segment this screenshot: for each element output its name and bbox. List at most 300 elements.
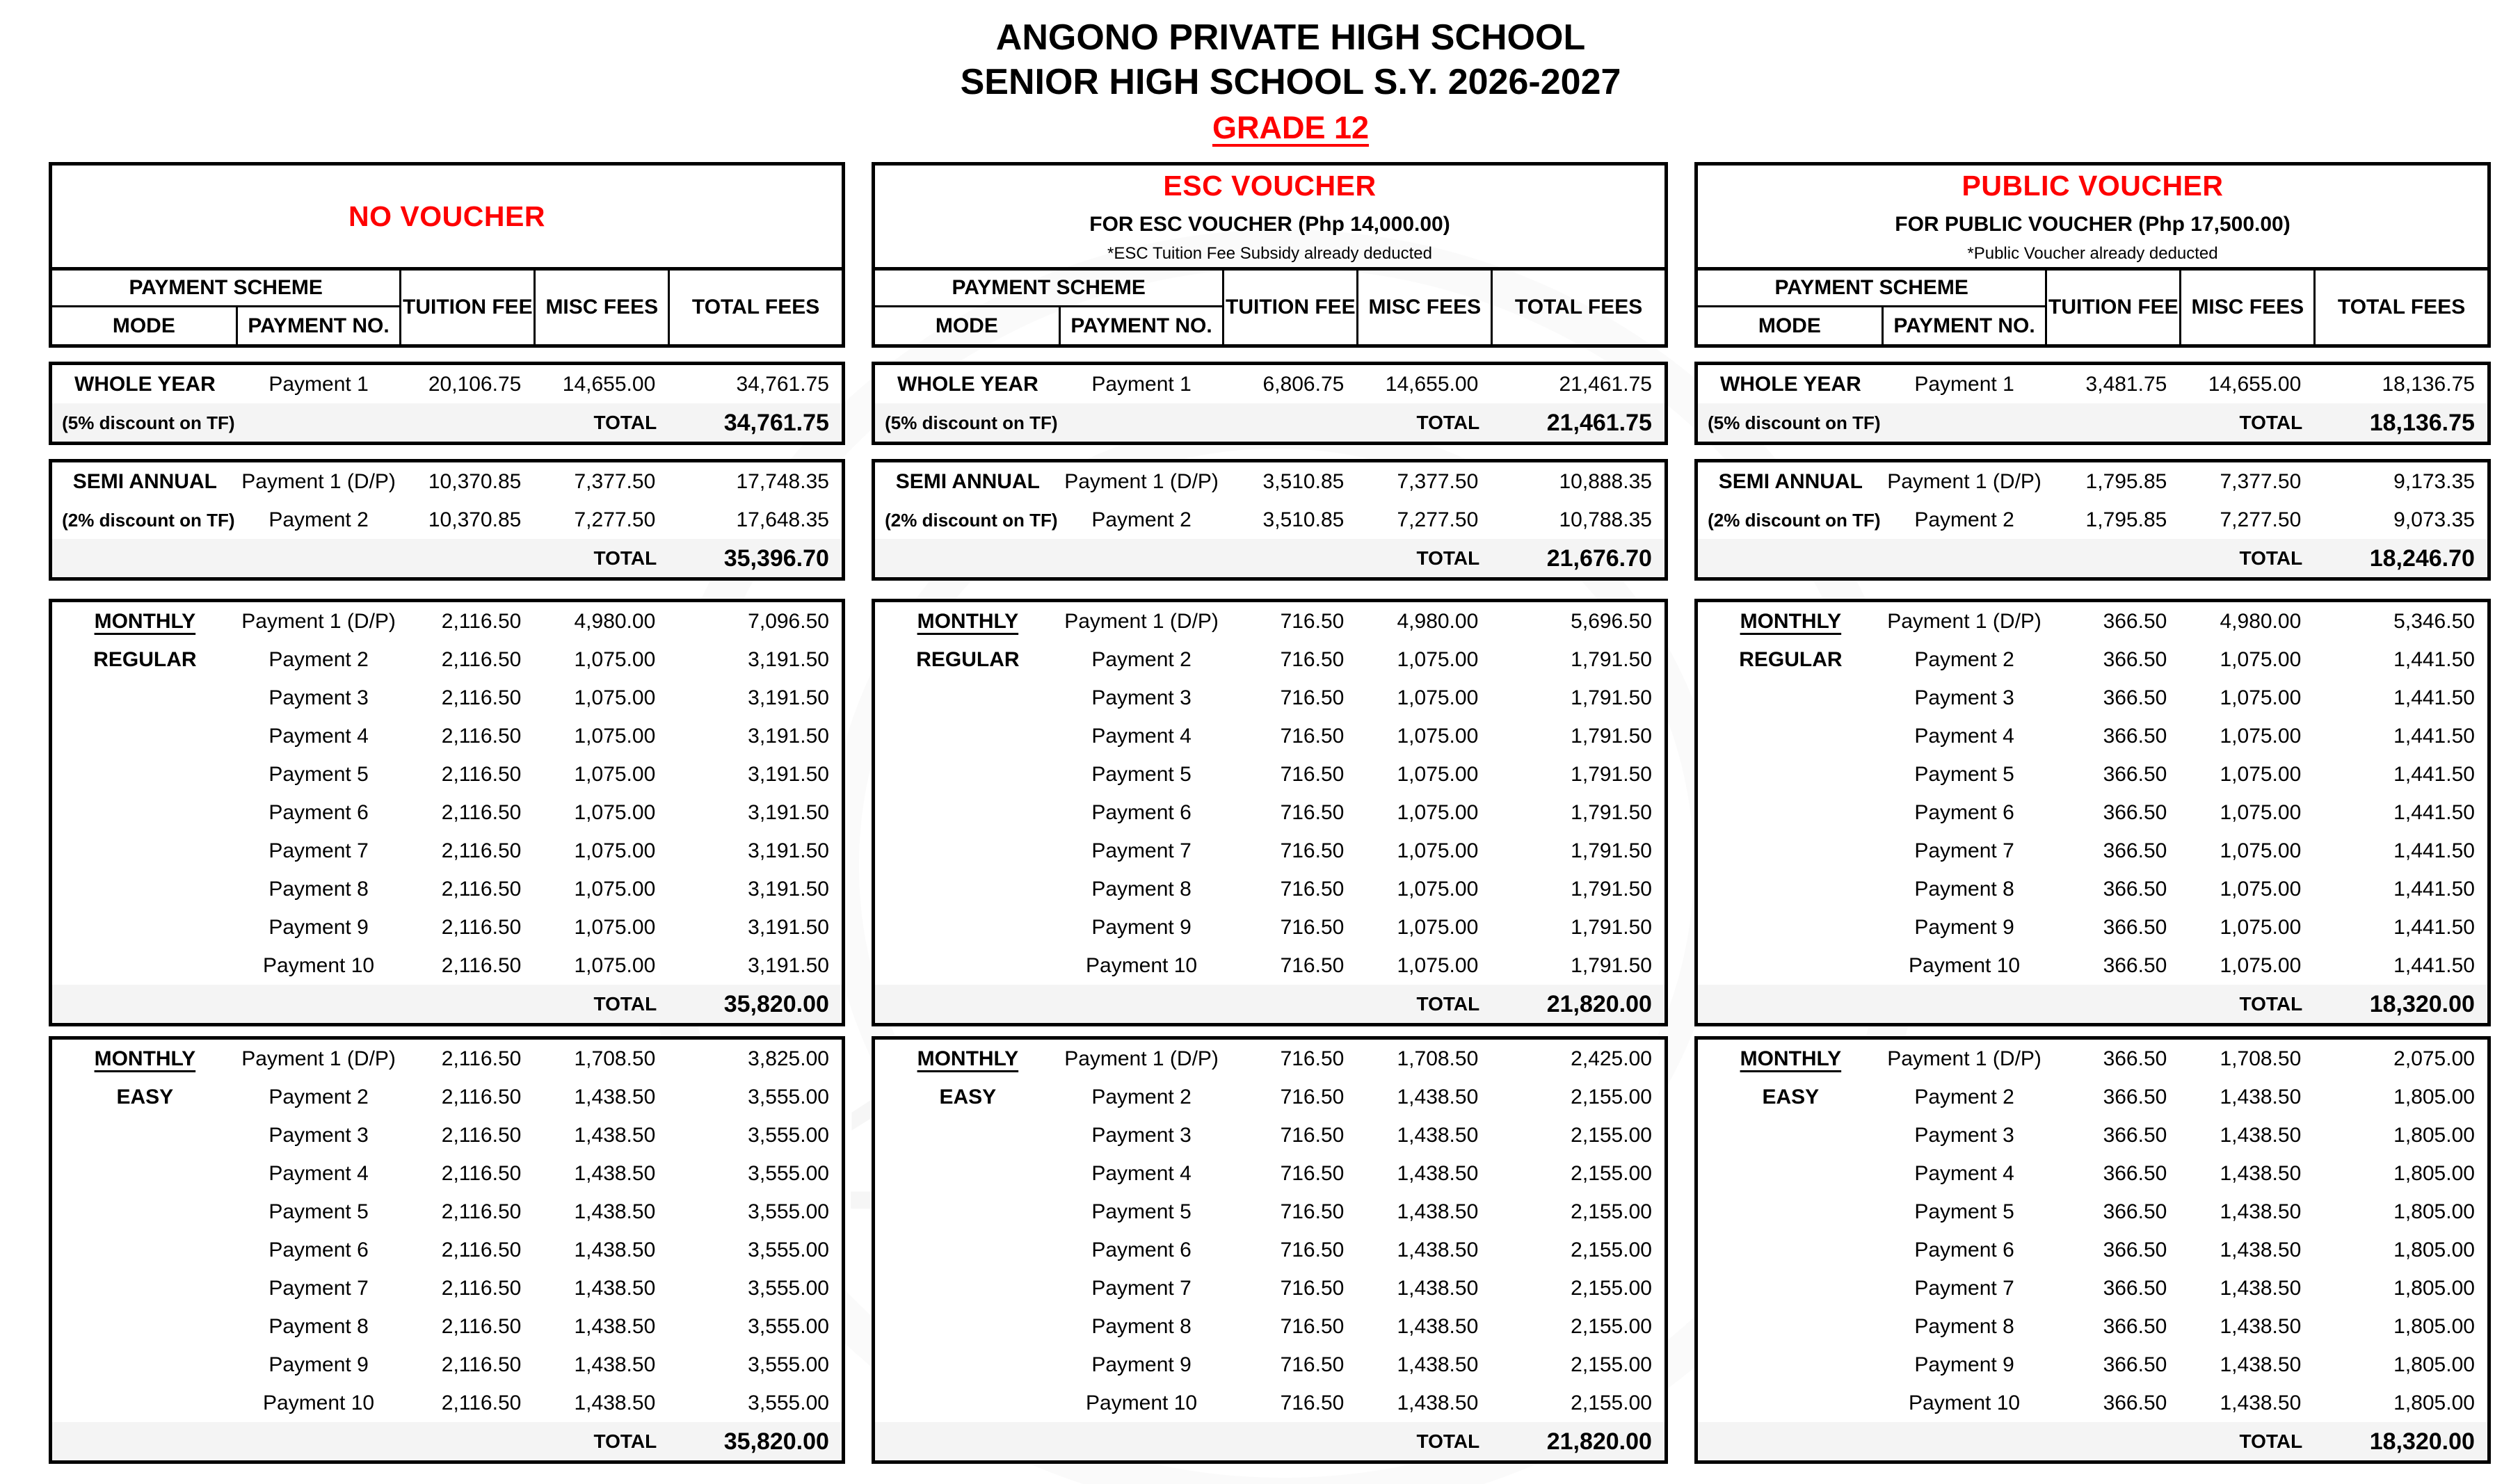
payment-no-cell: Payment 3 [268,1123,369,1147]
total-fees-cell: 3,191.50 [748,724,829,748]
tuition-fee-cell: 2,116.50 [441,1276,522,1300]
tuition-fee-cell: 366.50 [2103,953,2167,977]
tuition-fee-cell: 716.50 [1280,1314,1345,1338]
total-fees-cell: 2,075.00 [2393,1047,2475,1070]
table-row [875,717,1664,755]
tuition-fee-cell: 716.50 [1280,953,1345,977]
tuition-fee-cell: 366.50 [2103,647,2167,671]
section-whole-year [872,362,1668,445]
misc-fees-cell: 1,075.00 [574,724,656,748]
table-row [1698,1269,2487,1307]
tuition-fee-cell: 716.50 [1280,1161,1345,1185]
tuition-fee-cell: 716.50 [1280,724,1345,748]
misc-fees-cell: 1,075.00 [1397,877,1479,901]
tuition-fee-cell: 2,116.50 [441,609,522,633]
table-row [1698,832,2487,870]
total-fees-cell: 34,761.75 [736,372,829,396]
table-row [52,870,842,908]
payment-no-cell: Payment 2 [268,647,369,671]
table-row [875,1307,1664,1346]
voucher-title-area [875,166,1664,271]
payment-no-cell: Payment 7 [1914,1276,2014,1300]
misc-fees-cell: 14,655.00 [2208,372,2302,396]
payment-no-cell: Payment 9 [268,1353,369,1376]
payment-no-cell: Payment 10 [1909,953,2021,977]
total-fees-cell: 1,791.50 [1571,724,1652,748]
tuition-fee-cell: 716.50 [1280,1200,1345,1223]
misc-fees-cell: 1,075.00 [1397,686,1479,709]
payment-no-cell: Payment 7 [1091,1276,1192,1300]
voucher-title: PUBLIC VOUCHER [1961,169,2224,202]
mode-cell: EASY [116,1085,174,1108]
tuition-fee-cell: 2,116.50 [441,686,522,709]
misc-fees-cell: 1,075.00 [574,953,656,977]
total-fees-cell: 1,791.50 [1571,877,1652,901]
total-fees-cell: 2,155.00 [1571,1276,1652,1300]
misc-fees-cell: 1,438.50 [1397,1161,1479,1185]
misc-fees-cell: 1,438.50 [1397,1314,1479,1338]
mode-cell: WHOLE YEAR [897,372,1038,396]
tuition-fee-cell: 3,481.75 [2085,372,2167,396]
table-row [1698,1116,2487,1154]
payment-no-cell: Payment 9 [1914,915,2014,939]
payment-no-cell: Payment 4 [1914,724,2014,748]
total-label: TOTAL [593,411,657,433]
table-row [1698,1231,2487,1269]
table-row [52,1307,842,1346]
misc-fees-cell: 1,075.00 [2220,877,2302,901]
table-row [875,1231,1664,1269]
table-row [875,640,1664,679]
total-fees-cell: 1,805.00 [2393,1200,2475,1223]
tuition-fee-cell: 366.50 [2103,1123,2167,1147]
payment-no-cell: Payment 8 [268,877,369,901]
tuition-fee-cell: 10,370.85 [428,469,522,493]
table-row [875,1116,1664,1154]
payment-no-cell: Payment 10 [263,953,375,977]
total-label: TOTAL [593,547,657,569]
tuition-fee-cell: 716.50 [1280,686,1345,709]
total-fees-cell: 1,791.50 [1571,686,1652,709]
page-title-block [43,15,2495,146]
table-row [52,755,842,793]
table-row [52,501,842,539]
payment-no-cell: Payment 2 [268,1085,369,1108]
total-fees-cell: 3,555.00 [748,1353,829,1376]
section-monthly-easy [49,1036,845,1464]
total-fees-cell: 3,555.00 [748,1161,829,1185]
payment-no-cell: Payment 2 [268,508,369,531]
total-row [1698,403,2487,442]
section-semi-annual [872,459,1668,581]
tuition-fee-cell: 716.50 [1280,1391,1345,1414]
voucher-deduction-note: *ESC Tuition Fee Subsidy already deducted [1107,243,1432,263]
payment-no-cell: Payment 2 [1091,647,1192,671]
table-row [1698,755,2487,793]
total-fees-cell: 1,441.50 [2393,647,2475,671]
total-row [875,403,1664,442]
total-value: 18,320.00 [2369,1428,2475,1455]
tuition-fee-cell: 2,116.50 [441,1238,522,1261]
total-value: 21,676.70 [1546,545,1652,572]
mode-cell: SEMI ANNUAL [895,469,1040,493]
table-row [1698,501,2487,539]
table-row [52,1078,842,1116]
mode-cell: (2% discount on TF) [62,509,235,531]
section-monthly-easy [872,1036,1668,1464]
section-monthly-regular [872,599,1668,1026]
tuition-fee-cell: 366.50 [2103,839,2167,862]
tuition-fee-header: TUITION FEE [1222,271,1356,344]
total-fees-cell: 1,441.50 [2393,762,2475,786]
total-fees-cell: 9,073.35 [2393,508,2475,531]
column-headers [52,271,842,344]
mode-cell: WHOLE YEAR [74,372,216,396]
table-row [1698,793,2487,832]
total-fees-cell: 1,441.50 [2393,877,2475,901]
total-fees-cell: 10,788.35 [1559,508,1652,531]
total-fees-cell: 3,825.00 [748,1047,829,1070]
total-label: TOTAL [2239,411,2303,433]
payment-no-cell: Payment 4 [268,1161,369,1185]
table-row [52,1193,842,1231]
payment-no-cell: Payment 8 [1914,1314,2014,1338]
mode-cell: SEMI ANNUAL [1718,469,1863,493]
total-fees-header: TOTAL FEES [668,271,842,344]
misc-fees-cell: 1,708.50 [574,1047,656,1070]
total-fees-cell: 1,805.00 [2393,1085,2475,1108]
section-monthly-regular [1694,599,2491,1026]
misc-fees-cell: 1,708.50 [1397,1047,1479,1070]
section-semi-annual [49,459,845,581]
misc-fees-cell: 7,377.50 [2220,469,2302,493]
table-row [1698,602,2487,640]
tuition-fee-cell: 716.50 [1280,877,1345,901]
misc-fees-cell: 1,075.00 [574,839,656,862]
table-row [1698,1040,2487,1078]
voucher-table-esc-voucher [872,162,1668,1464]
tuition-fee-cell: 366.50 [2103,1276,2167,1300]
misc-fees-cell: 1,438.50 [2220,1238,2302,1261]
misc-fees-cell: 1,438.50 [574,1353,656,1376]
payment-no-cell: Payment 10 [1086,1391,1198,1414]
table-row [875,946,1664,985]
table-row [1698,365,2487,403]
tuition-fee-cell: 716.50 [1280,1085,1345,1108]
misc-fees-cell: 1,708.50 [2220,1047,2302,1070]
table-row [875,365,1664,403]
payment-no-cell: Payment 6 [1091,1238,1192,1261]
total-value: 21,461.75 [1546,409,1652,436]
voucher-deduction-note: *Public Voucher already deducted [1967,243,2218,263]
total-fees-cell: 3,191.50 [748,762,829,786]
payment-no-cell: Payment 7 [1914,839,2014,862]
payment-no-header: PAYMENT NO. [1893,314,2035,337]
tuition-fee-cell: 20,106.75 [428,372,522,396]
payment-no-cell: Payment 5 [1914,1200,2014,1223]
payment-no-cell: Payment 1 (D/P) [1887,469,2041,493]
misc-fees-header: MISC FEES [2179,271,2313,344]
table-row [1698,1078,2487,1116]
tuition-fee-cell: 366.50 [2103,686,2167,709]
total-fees-cell: 1,805.00 [2393,1276,2475,1300]
misc-fees-cell: 1,438.50 [1397,1276,1479,1300]
payment-no-cell: Payment 4 [1091,1161,1192,1185]
misc-fees-cell: 1,075.00 [2220,839,2302,862]
total-fees-cell: 7,096.50 [748,609,829,633]
payment-no-cell: Payment 1 (D/P) [1887,609,2041,633]
total-label: TOTAL [1416,547,1480,569]
misc-fees-cell: 14,655.00 [1385,372,1479,396]
total-fees-cell: 17,648.35 [736,508,829,531]
total-fees-cell: 3,191.50 [748,953,829,977]
payment-no-cell: Payment 5 [1914,762,2014,786]
total-fees-cell: 5,696.50 [1571,609,1652,633]
table-row [875,1269,1664,1307]
total-value: 21,820.00 [1546,990,1652,1017]
table-row [1698,717,2487,755]
total-fees-cell: 3,191.50 [748,800,829,824]
tuition-fee-cell: 366.50 [2103,762,2167,786]
total-row [52,985,842,1023]
tuition-fee-cell: 366.50 [2103,1238,2167,1261]
tuition-fee-cell: 366.50 [2103,1085,2167,1108]
table-row [52,365,842,403]
total-fees-cell: 1,791.50 [1571,915,1652,939]
table-row [1698,679,2487,717]
mode-cell: REGULAR [93,647,197,671]
table-row [52,1346,842,1384]
table-row [1698,946,2487,985]
school-year-line: SENIOR HIGH SCHOOL S.Y. 2026-2027 [960,62,1621,102]
total-fees-cell: 10,888.35 [1559,469,1652,493]
table-row [875,1154,1664,1193]
mode-header: MODE [1698,307,1884,344]
total-fees-cell: 1,441.50 [2393,915,2475,939]
table-row [1698,640,2487,679]
section-whole-year [1694,362,2491,445]
misc-fees-cell: 1,075.00 [1397,839,1479,862]
table-row [52,1116,842,1154]
total-label: TOTAL [593,1430,657,1452]
misc-fees-cell: 7,377.50 [574,469,656,493]
total-label: TOTAL [2239,1430,2303,1452]
total-label: TOTAL [2239,992,2303,1015]
payment-no-cell: Payment 1 (D/P) [241,1047,396,1070]
misc-fees-cell: 1,075.00 [2220,762,2302,786]
total-value: 21,820.00 [1546,1428,1652,1455]
mode-cell: REGULAR [1739,647,1843,671]
total-row [875,539,1664,577]
payment-no-cell: Payment 5 [268,762,369,786]
total-value: 34,761.75 [723,409,829,436]
voucher-title-area [1698,166,2487,271]
misc-fees-header: MISC FEES [534,271,668,344]
payment-no-cell: Payment 2 [1914,508,2014,531]
mode-cell: MONTHLY [1740,1047,1842,1070]
table-row [52,793,842,832]
payment-no-cell: Payment 1 (D/P) [1064,1047,1219,1070]
total-fees-cell: 1,805.00 [2393,1353,2475,1376]
tuition-fee-cell: 366.50 [2103,1200,2167,1223]
mode-cell: (5% discount on TF) [885,412,1058,433]
tuition-fee-cell: 2,116.50 [441,1047,522,1070]
total-fees-cell: 5,346.50 [2393,609,2475,633]
total-fees-cell: 3,555.00 [748,1391,829,1414]
tuition-fee-cell: 6,806.75 [1262,372,1345,396]
misc-fees-cell: 1,075.00 [574,800,656,824]
misc-fees-cell: 1,438.50 [574,1238,656,1261]
misc-fees-cell: 1,075.00 [2220,953,2302,977]
payment-no-cell: Payment 6 [268,800,369,824]
payment-scheme-header: PAYMENT SCHEME [52,271,399,307]
table-row [52,1040,842,1078]
payment-no-cell: Payment 10 [1909,1391,2021,1414]
misc-fees-header: MISC FEES [1356,271,1491,344]
table-row [52,717,842,755]
total-value: 18,136.75 [2369,409,2475,436]
tuition-fee-cell: 716.50 [1280,915,1345,939]
total-fees-cell: 3,555.00 [748,1314,829,1338]
payment-no-cell: Payment 5 [1091,1200,1192,1223]
total-row [1698,539,2487,577]
payment-no-cell: Payment 3 [1091,1123,1192,1147]
total-fees-cell: 3,191.50 [748,686,829,709]
misc-fees-cell: 1,438.50 [2220,1353,2302,1376]
table-row [1698,870,2487,908]
mode-cell: MONTHLY [917,609,1019,633]
total-fees-cell: 1,805.00 [2393,1391,2475,1414]
tuition-fee-header: TUITION FEE [2045,271,2179,344]
mode-header: MODE [52,307,238,344]
column-headers [1698,271,2487,344]
voucher-table-no-voucher [49,162,845,1464]
table-row [52,602,842,640]
mode-cell: MONTHLY [94,609,196,633]
mode-header: MODE [875,307,1061,344]
mode-cell: WHOLE YEAR [1719,372,1861,396]
payment-no-cell: Payment 1 [268,372,369,396]
total-fees-cell: 1,805.00 [2393,1161,2475,1185]
total-label: TOTAL [2239,547,2303,569]
column-headers [875,271,1664,344]
tuition-fee-cell: 2,116.50 [441,915,522,939]
tuition-fee-cell: 2,116.50 [441,647,522,671]
tuition-fee-cell: 716.50 [1280,839,1345,862]
tuition-fee-cell: 716.50 [1280,1123,1345,1147]
tuition-fee-cell: 1,795.85 [2085,508,2167,531]
payment-no-cell: Payment 5 [1091,762,1192,786]
tuition-fee-cell: 10,370.85 [428,508,522,531]
section-monthly-regular [49,599,845,1026]
total-fees-cell: 3,555.00 [748,1238,829,1261]
total-fees-cell: 1,791.50 [1571,647,1652,671]
table-row [52,1269,842,1307]
misc-fees-cell: 1,438.50 [574,1123,656,1147]
misc-fees-cell: 7,277.50 [2220,508,2302,531]
tuition-fee-cell: 366.50 [2103,1314,2167,1338]
total-fees-cell: 3,555.00 [748,1123,829,1147]
misc-fees-cell: 1,438.50 [2220,1314,2302,1338]
payment-no-cell: Payment 1 (D/P) [1064,609,1219,633]
table-row [52,640,842,679]
misc-fees-cell: 1,075.00 [574,647,656,671]
voucher-subtitle: FOR ESC VOUCHER (Php 14,000.00) [1089,212,1450,236]
mode-cell: SEMI ANNUAL [72,469,217,493]
table-row [875,832,1664,870]
payment-no-cell: Payment 4 [1914,1161,2014,1185]
payment-no-cell: Payment 7 [268,1276,369,1300]
tuition-fee-cell: 2,116.50 [441,1123,522,1147]
misc-fees-cell: 1,438.50 [574,1391,656,1414]
payment-scheme-header: PAYMENT SCHEME [1698,271,2045,307]
total-fees-cell: 9,173.35 [2393,469,2475,493]
voucher-header-public-voucher [1694,162,2491,348]
payment-no-cell: Payment 8 [268,1314,369,1338]
total-value: 18,320.00 [2369,990,2475,1017]
misc-fees-cell: 7,277.50 [574,508,656,531]
payment-no-cell: Payment 3 [1091,686,1192,709]
misc-fees-cell: 1,438.50 [1397,1238,1479,1261]
total-fees-header: TOTAL FEES [1491,271,1664,344]
table-row [875,1384,1664,1422]
misc-fees-cell: 1,438.50 [1397,1353,1479,1376]
misc-fees-cell: 1,438.50 [2220,1085,2302,1108]
table-row [875,908,1664,946]
voucher-title: NO VOUCHER [348,200,545,232]
total-fees-cell: 3,191.50 [748,877,829,901]
misc-fees-cell: 1,438.50 [1397,1200,1479,1223]
voucher-tables [49,162,2491,1464]
tuition-fee-cell: 2,116.50 [441,762,522,786]
misc-fees-cell: 4,980.00 [574,609,656,633]
table-row [875,679,1664,717]
payment-no-cell: Payment 3 [268,686,369,709]
payment-no-cell: Payment 1 [1914,372,2014,396]
payment-no-cell: Payment 5 [268,1200,369,1223]
total-fees-cell: 3,191.50 [748,839,829,862]
misc-fees-cell: 1,075.00 [2220,915,2302,939]
voucher-title-area [52,166,842,271]
section-whole-year [49,362,845,445]
tuition-fee-cell: 2,116.50 [441,839,522,862]
total-fees-cell: 1,791.50 [1571,762,1652,786]
misc-fees-cell: 1,075.00 [2220,800,2302,824]
tuition-fee-cell: 2,116.50 [441,877,522,901]
total-fees-cell: 1,441.50 [2393,800,2475,824]
tuition-fee-cell: 366.50 [2103,1353,2167,1376]
tuition-fee-cell: 2,116.50 [441,953,522,977]
misc-fees-cell: 1,438.50 [574,1085,656,1108]
payment-no-cell: Payment 8 [1914,877,2014,901]
misc-fees-cell: 1,075.00 [2220,686,2302,709]
tuition-fee-cell: 2,116.50 [441,1200,522,1223]
payment-no-cell: Payment 10 [263,1391,375,1414]
total-fees-cell: 2,155.00 [1571,1353,1652,1376]
table-row [52,1154,842,1193]
table-row [1698,1193,2487,1231]
payment-no-cell: Payment 10 [1086,953,1198,977]
payment-no-header: PAYMENT NO. [248,314,390,337]
table-row [875,501,1664,539]
misc-fees-cell: 1,075.00 [2220,724,2302,748]
school-name: ANGONO PRIVATE HIGH SCHOOL [995,17,1586,58]
total-fees-cell: 1,441.50 [2393,724,2475,748]
table-row [52,679,842,717]
total-row [875,1422,1664,1460]
payment-no-cell: Payment 1 (D/P) [1887,1047,2041,1070]
total-row [1698,985,2487,1023]
